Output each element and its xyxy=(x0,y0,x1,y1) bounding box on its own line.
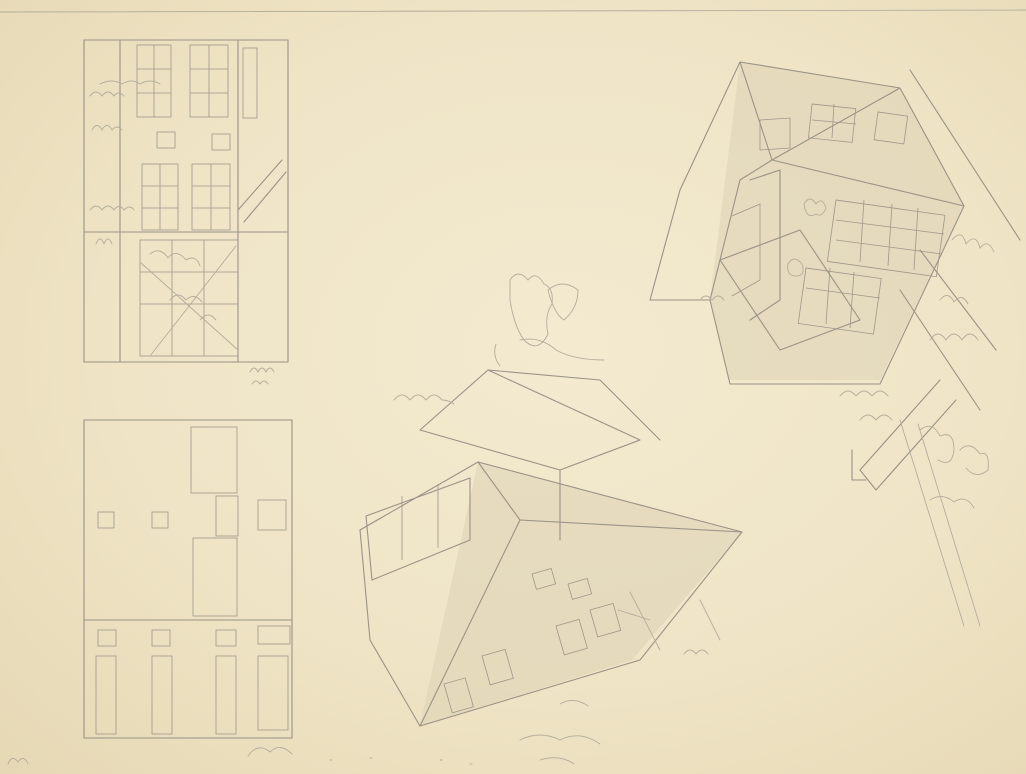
isometric-house-center xyxy=(360,274,742,764)
facade-elevation-upper xyxy=(84,40,288,384)
paper-top-edge xyxy=(0,10,1026,12)
stray-marks xyxy=(330,758,472,764)
facade-elevation-lower xyxy=(8,420,292,764)
